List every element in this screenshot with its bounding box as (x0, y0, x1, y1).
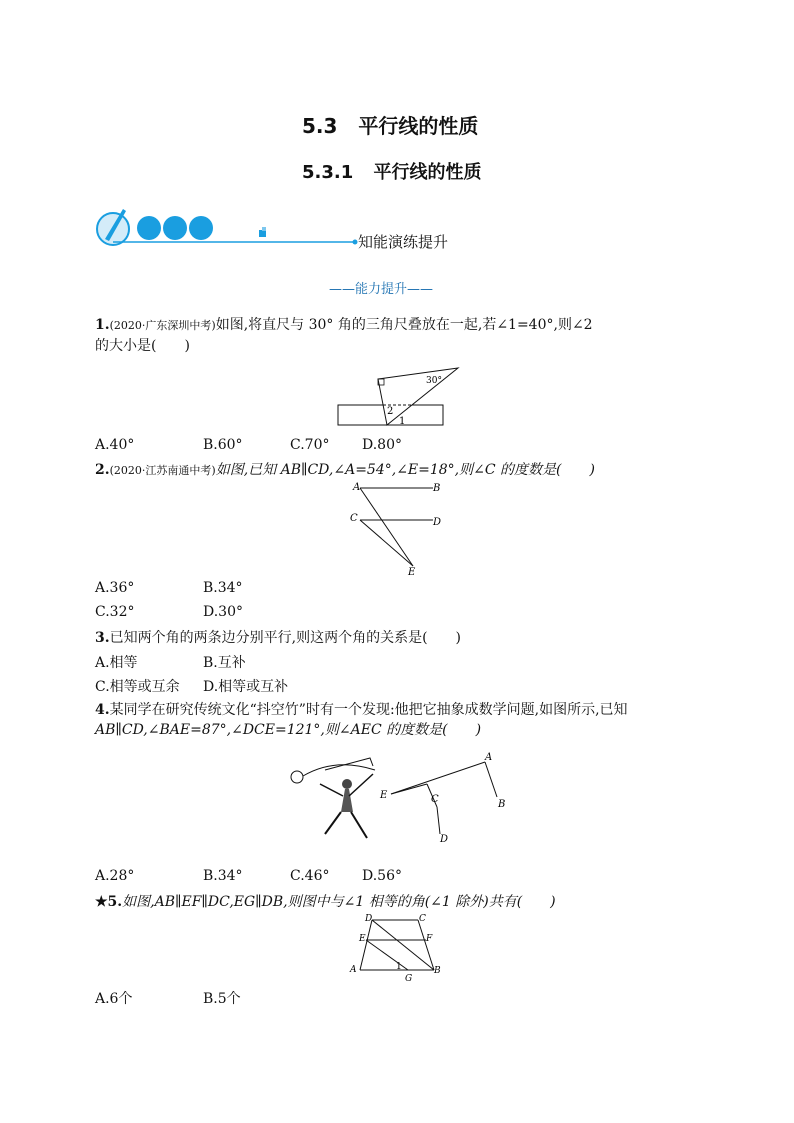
label-a: A (485, 752, 493, 763)
option-c[interactable]: C.32° (95, 604, 135, 620)
figure-label-30: 30° (426, 376, 442, 386)
option-d[interactable]: D.80° (362, 437, 402, 453)
diabolo-player-illustration (291, 758, 375, 838)
option-c[interactable]: C.70° (290, 437, 330, 453)
question-text: 如图,AB∥EF∥DC,EG∥DB,则图中与∠1 相等的角(∠1 除外)共有( ) (122, 894, 556, 910)
question-number: 4. (95, 702, 110, 718)
label-b: B (498, 799, 506, 810)
question-3 (95, 628, 461, 648)
question-text: 某同学在研究传统文化“抖空竹”时有一个发现:他把它抽象成数学问题,如图所示,已知 (109, 702, 628, 718)
subsection-title (302, 158, 482, 184)
question-text-line2: 的大小是( ) (95, 338, 190, 354)
question-number: 1. (95, 317, 110, 333)
option-c[interactable]: C.相等或互余 (95, 679, 180, 695)
figure-label-angle-1: 1 (399, 416, 406, 427)
question-number: ★5. (95, 894, 123, 910)
option-a[interactable]: A.40° (95, 437, 135, 453)
figure-q4 (285, 752, 515, 852)
option-d[interactable]: D.30° (203, 604, 243, 620)
figure-q5 (348, 910, 448, 984)
question-source: (2020·广东深圳中考) (109, 319, 216, 332)
section-title (302, 110, 478, 139)
label-d: D (365, 914, 373, 924)
section-banner (95, 203, 475, 251)
option-a[interactable]: A.36° (95, 580, 135, 596)
label-e: E (408, 567, 416, 578)
label-e: E (380, 790, 388, 801)
option-b[interactable]: B.60° (203, 437, 243, 453)
option-a[interactable]: A.相等 (95, 655, 138, 671)
label-a: A (350, 965, 357, 975)
question-number: 2. (95, 462, 110, 478)
label-e: E (359, 934, 366, 944)
label-b: B (434, 966, 441, 976)
question-number: 3. (95, 630, 110, 646)
figure-label-angle-2: 2 (387, 406, 394, 417)
option-b[interactable]: B.34° (203, 580, 243, 596)
label-g: G (405, 974, 413, 984)
subsection-title-text: 平行线的性质 (373, 162, 482, 183)
section-number: 5.3 (302, 114, 338, 138)
question-4 (95, 700, 628, 740)
question-5 (95, 892, 556, 912)
label-angle-1: 1 (396, 962, 402, 972)
label-b: B (433, 483, 441, 494)
question-text-line2: AB∥CD,∠BAE=87°,∠DCE=121°,则∠AEC 的度数是( ) (95, 722, 482, 738)
question-1 (95, 315, 593, 356)
question-text: 已知两个角的两条边分别平行,则这两个角的关系是( ) (109, 630, 461, 646)
label-d: D (440, 834, 449, 845)
label-c: C (350, 513, 358, 524)
label-f: F (426, 934, 433, 944)
question-text: 如图,将直尺与 30° 角的三角尺叠放在一起,若∠1=40°,则∠2 (215, 317, 593, 333)
label-c: C (419, 914, 426, 924)
question-source: (2020·江苏南通中考) (109, 464, 216, 477)
option-a[interactable]: A.28° (95, 868, 135, 884)
option-d[interactable]: D.56° (362, 868, 402, 884)
section-title-text: 平行线的性质 (358, 114, 479, 138)
banner-label: 知能演练提升 (358, 233, 449, 251)
question-text: 如图,已知 AB∥CD,∠A=54°,∠E=18°,则∠C 的度数是( ) (215, 462, 595, 478)
figure-q1 (335, 362, 460, 430)
option-b[interactable]: B.互补 (203, 655, 246, 671)
label-c: C (431, 794, 439, 805)
option-a[interactable]: A.6个 (95, 991, 133, 1007)
divider-label: ——能力提升—— (329, 282, 434, 297)
option-b[interactable]: B.34° (203, 868, 243, 884)
label-a: A (353, 482, 361, 493)
subsection-number: 5.3.1 (302, 162, 354, 183)
figure-q2 (345, 478, 455, 578)
option-b[interactable]: B.5个 (203, 991, 241, 1007)
option-c[interactable]: C.46° (290, 868, 330, 884)
label-d: D (433, 517, 442, 528)
option-d[interactable]: D.相等或互补 (203, 679, 289, 695)
